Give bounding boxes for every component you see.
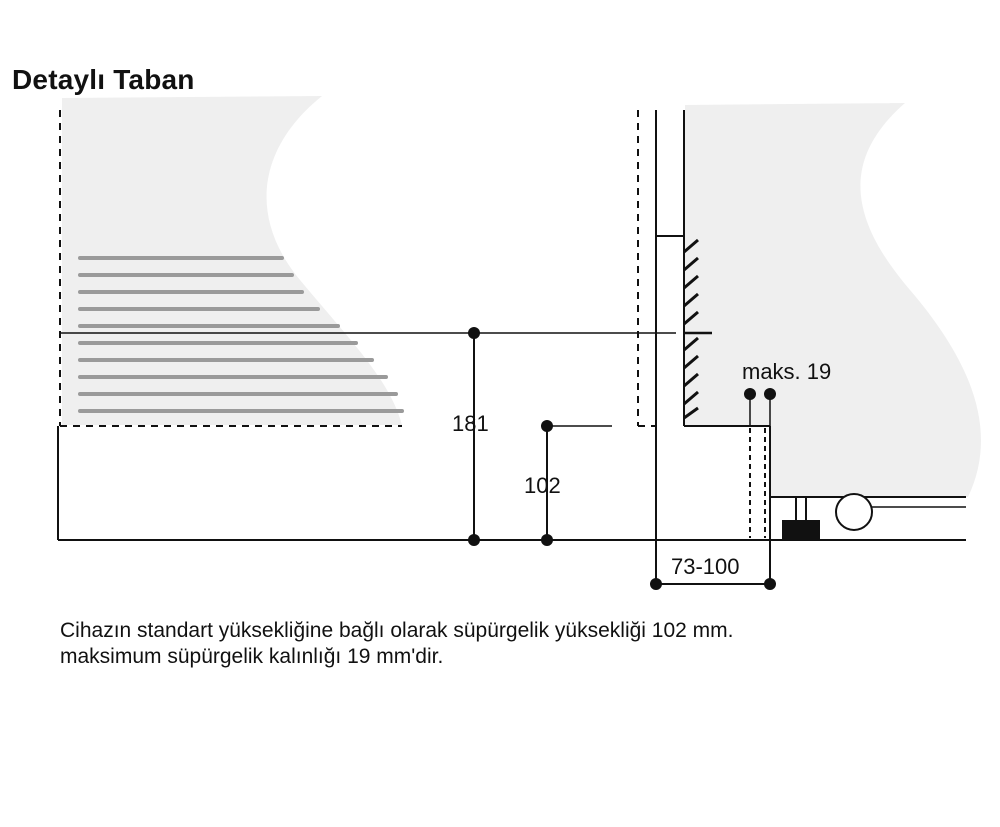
plinth-panel <box>750 428 765 538</box>
dimension-label-102: 102 <box>524 473 561 498</box>
appliance-wheel <box>836 494 966 530</box>
dimension-181 <box>468 327 480 546</box>
caption <box>60 618 734 670</box>
appliance-shading <box>685 103 981 497</box>
niche-wall-dashed <box>638 110 656 426</box>
caption-line-2: maksimum süpürgelik kalınlığı 19 mm'dir. <box>60 645 444 668</box>
dimension-label-73-100: 73-100 <box>671 554 740 579</box>
dimension-label-181: 181 <box>452 411 489 436</box>
caption-line-1: Cihazın standart yüksekliğine bağlı olarak süpürgelik yüksekliği 102 mm. <box>60 619 734 642</box>
page-title: Detaylı Taban <box>12 64 195 95</box>
dimension-label-max-19: maks. 19 <box>742 359 832 384</box>
appliance-foot <box>782 497 820 540</box>
dimension-73-100 <box>650 578 776 590</box>
